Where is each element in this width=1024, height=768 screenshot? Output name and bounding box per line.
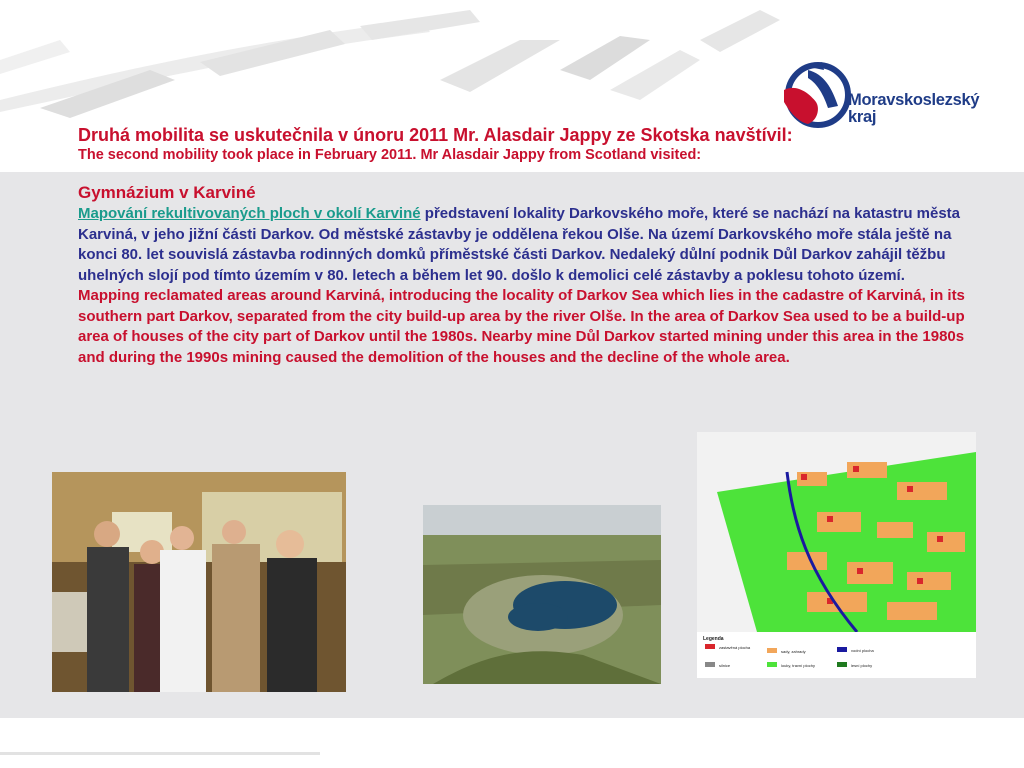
aerial-lake-photo — [423, 505, 661, 684]
school-title: Gymnázium v Karviné — [78, 183, 256, 202]
land-use-map — [697, 432, 976, 678]
map-legend-item: silnice — [719, 663, 731, 668]
group-photo — [52, 472, 346, 692]
heading-en: The second mobility took place in February 2011. Mr Alasdair Jappy from Scotland visited: — [78, 147, 702, 163]
main-text — [78, 124, 983, 368]
project-link[interactable]: Mapování rekultivovaných ploch v okolí Karviné — [78, 205, 421, 222]
logo-text — [848, 92, 979, 126]
map-legend-title: Legenda — [703, 636, 724, 642]
footer-divider — [0, 752, 320, 755]
logo-line2: kraj — [848, 108, 877, 126]
map-legend-item: louky, travní plochy — [781, 663, 815, 668]
map-legend-item: vodní plocha — [851, 648, 874, 653]
map-legend-item: sady, zahrady — [781, 649, 806, 654]
heading-cz: Druhá mobilita se uskutečnila v únoru 2011 Mr. Alasdair Jappy ze Skotska navštívil: — [78, 125, 793, 145]
map-legend-item: lesní plochy — [851, 663, 873, 668]
paragraph-en: Mapping reclamated areas around Karviná, introducing the locality of Darkov Sea which lies in the cadastre of Karviná, in its southern part Darkov, separated from the city build-up area by the river Olše. In the area of Darkov Sea used to be a build-up area of houses of the city part of Darkov until the 1980s. Nearby mine Důl Darkov started mining under this area in the 1980s and during the 1990s mining caused the demolition of the houses and the decline of the whole area. — [78, 287, 965, 366]
logo-line1: Moravskoslezský — [848, 91, 980, 109]
map-legend-item: zastavěná plocha — [719, 645, 751, 650]
paragraph-cz-text: představení lokality Darkovského moře, které se nachází na katastru města Karviná, v jeho jižní části Darkov. Od městské zástavby je oddělena řekou Olše. Na území Darkovského moře stála ještě na konci 80. let souvislá zástavba rodinných domků příměstské části Darkov. Nedaleký důlní podnik Důl Darkov zahájil těžbu uhelných slojí pod tímto územím v 80. letech a během let 90. došlo k demolici celé zástavby a poklesu tohoto území. — [78, 205, 961, 284]
paragraph-cz — [78, 204, 983, 286]
